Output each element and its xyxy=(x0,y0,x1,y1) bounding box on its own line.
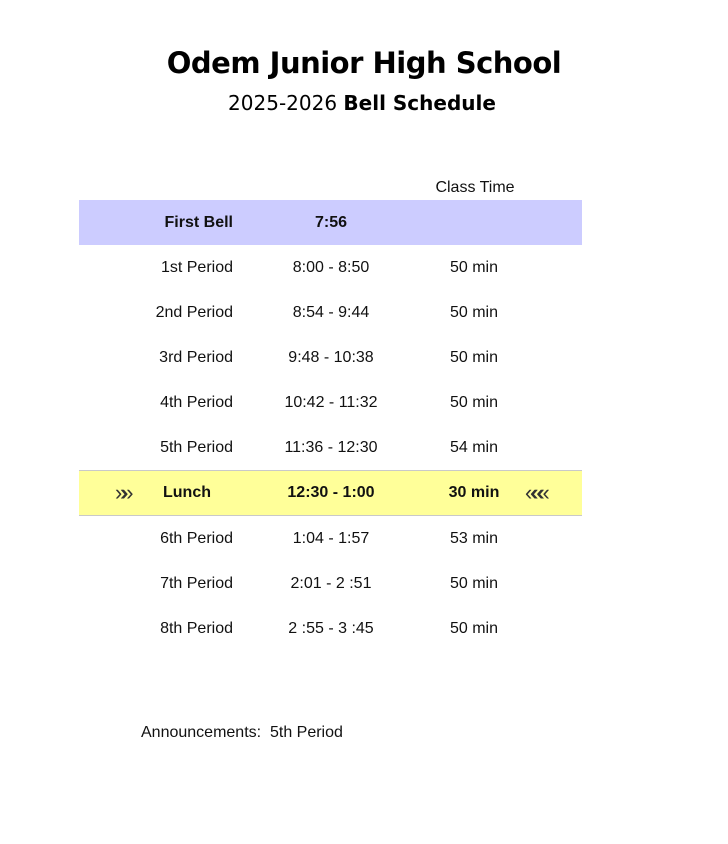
schedule-label: Bell Schedule xyxy=(343,91,496,115)
schedule-subtitle xyxy=(0,91,724,115)
period-time: 10:42 - 11:32 xyxy=(284,394,378,411)
period-duration: 54 min xyxy=(449,439,499,456)
period-row-7 xyxy=(79,561,582,606)
period-row-6 xyxy=(79,516,582,561)
lunch-row xyxy=(79,470,582,516)
announcements-label: Announcements: xyxy=(141,724,262,741)
period-time: 11:36 - 12:30 xyxy=(284,439,378,456)
class-time-header: Class Time xyxy=(435,179,515,196)
period-duration: 53 min xyxy=(449,530,499,547)
double-chevron-right-icon: »» xyxy=(115,480,128,505)
period-row-3 xyxy=(79,335,582,380)
period-name: 2nd Period xyxy=(155,304,233,321)
period-time: 8:54 - 9:44 xyxy=(292,304,370,321)
period-row-5 xyxy=(79,425,582,470)
period-name: 5th Period xyxy=(160,439,233,456)
period-duration: 50 min xyxy=(449,259,499,276)
double-chevron-left-icon: ««« xyxy=(525,480,544,505)
period-time: 9:48 - 10:38 xyxy=(288,349,374,366)
period-name: 8th Period xyxy=(160,620,233,637)
period-row-8 xyxy=(79,606,582,651)
period-duration: 50 min xyxy=(449,349,499,366)
period-duration: 50 min xyxy=(449,304,499,321)
period-row-4 xyxy=(79,380,582,425)
period-duration: 50 min xyxy=(449,394,499,411)
school-year: 2025-2026 xyxy=(228,91,338,115)
period-row-2 xyxy=(79,290,582,335)
period-duration: 50 min xyxy=(449,620,499,637)
period-name: 1st Period xyxy=(160,259,233,276)
period-time: 2 :55 - 3 :45 xyxy=(288,620,374,637)
announcements-line xyxy=(141,724,343,742)
period-name: 4th Period xyxy=(160,394,233,411)
period-name: 7th Period xyxy=(160,575,233,592)
period-row-1 xyxy=(79,245,582,290)
period-time: 8:00 - 8:50 xyxy=(292,259,370,276)
first-bell-row xyxy=(79,200,582,245)
lunch-label: Lunch xyxy=(163,484,211,501)
lunch-duration: 30 min xyxy=(448,484,500,501)
bell-schedule-table xyxy=(79,200,582,651)
period-duration: 50 min xyxy=(449,575,499,592)
school-title: Odem Junior High School xyxy=(166,46,562,80)
first-bell-label: First Bell xyxy=(164,214,233,231)
first-bell-time: 7:56 xyxy=(314,214,348,231)
period-time: 1:04 - 1:57 xyxy=(292,530,370,547)
period-time: 2:01 - 2 :51 xyxy=(290,575,372,592)
announcements-value: 5th Period xyxy=(269,724,343,741)
period-name: 3rd Period xyxy=(159,349,233,366)
period-name: 6th Period xyxy=(160,530,233,547)
lunch-time: 12:30 - 1:00 xyxy=(287,484,375,501)
